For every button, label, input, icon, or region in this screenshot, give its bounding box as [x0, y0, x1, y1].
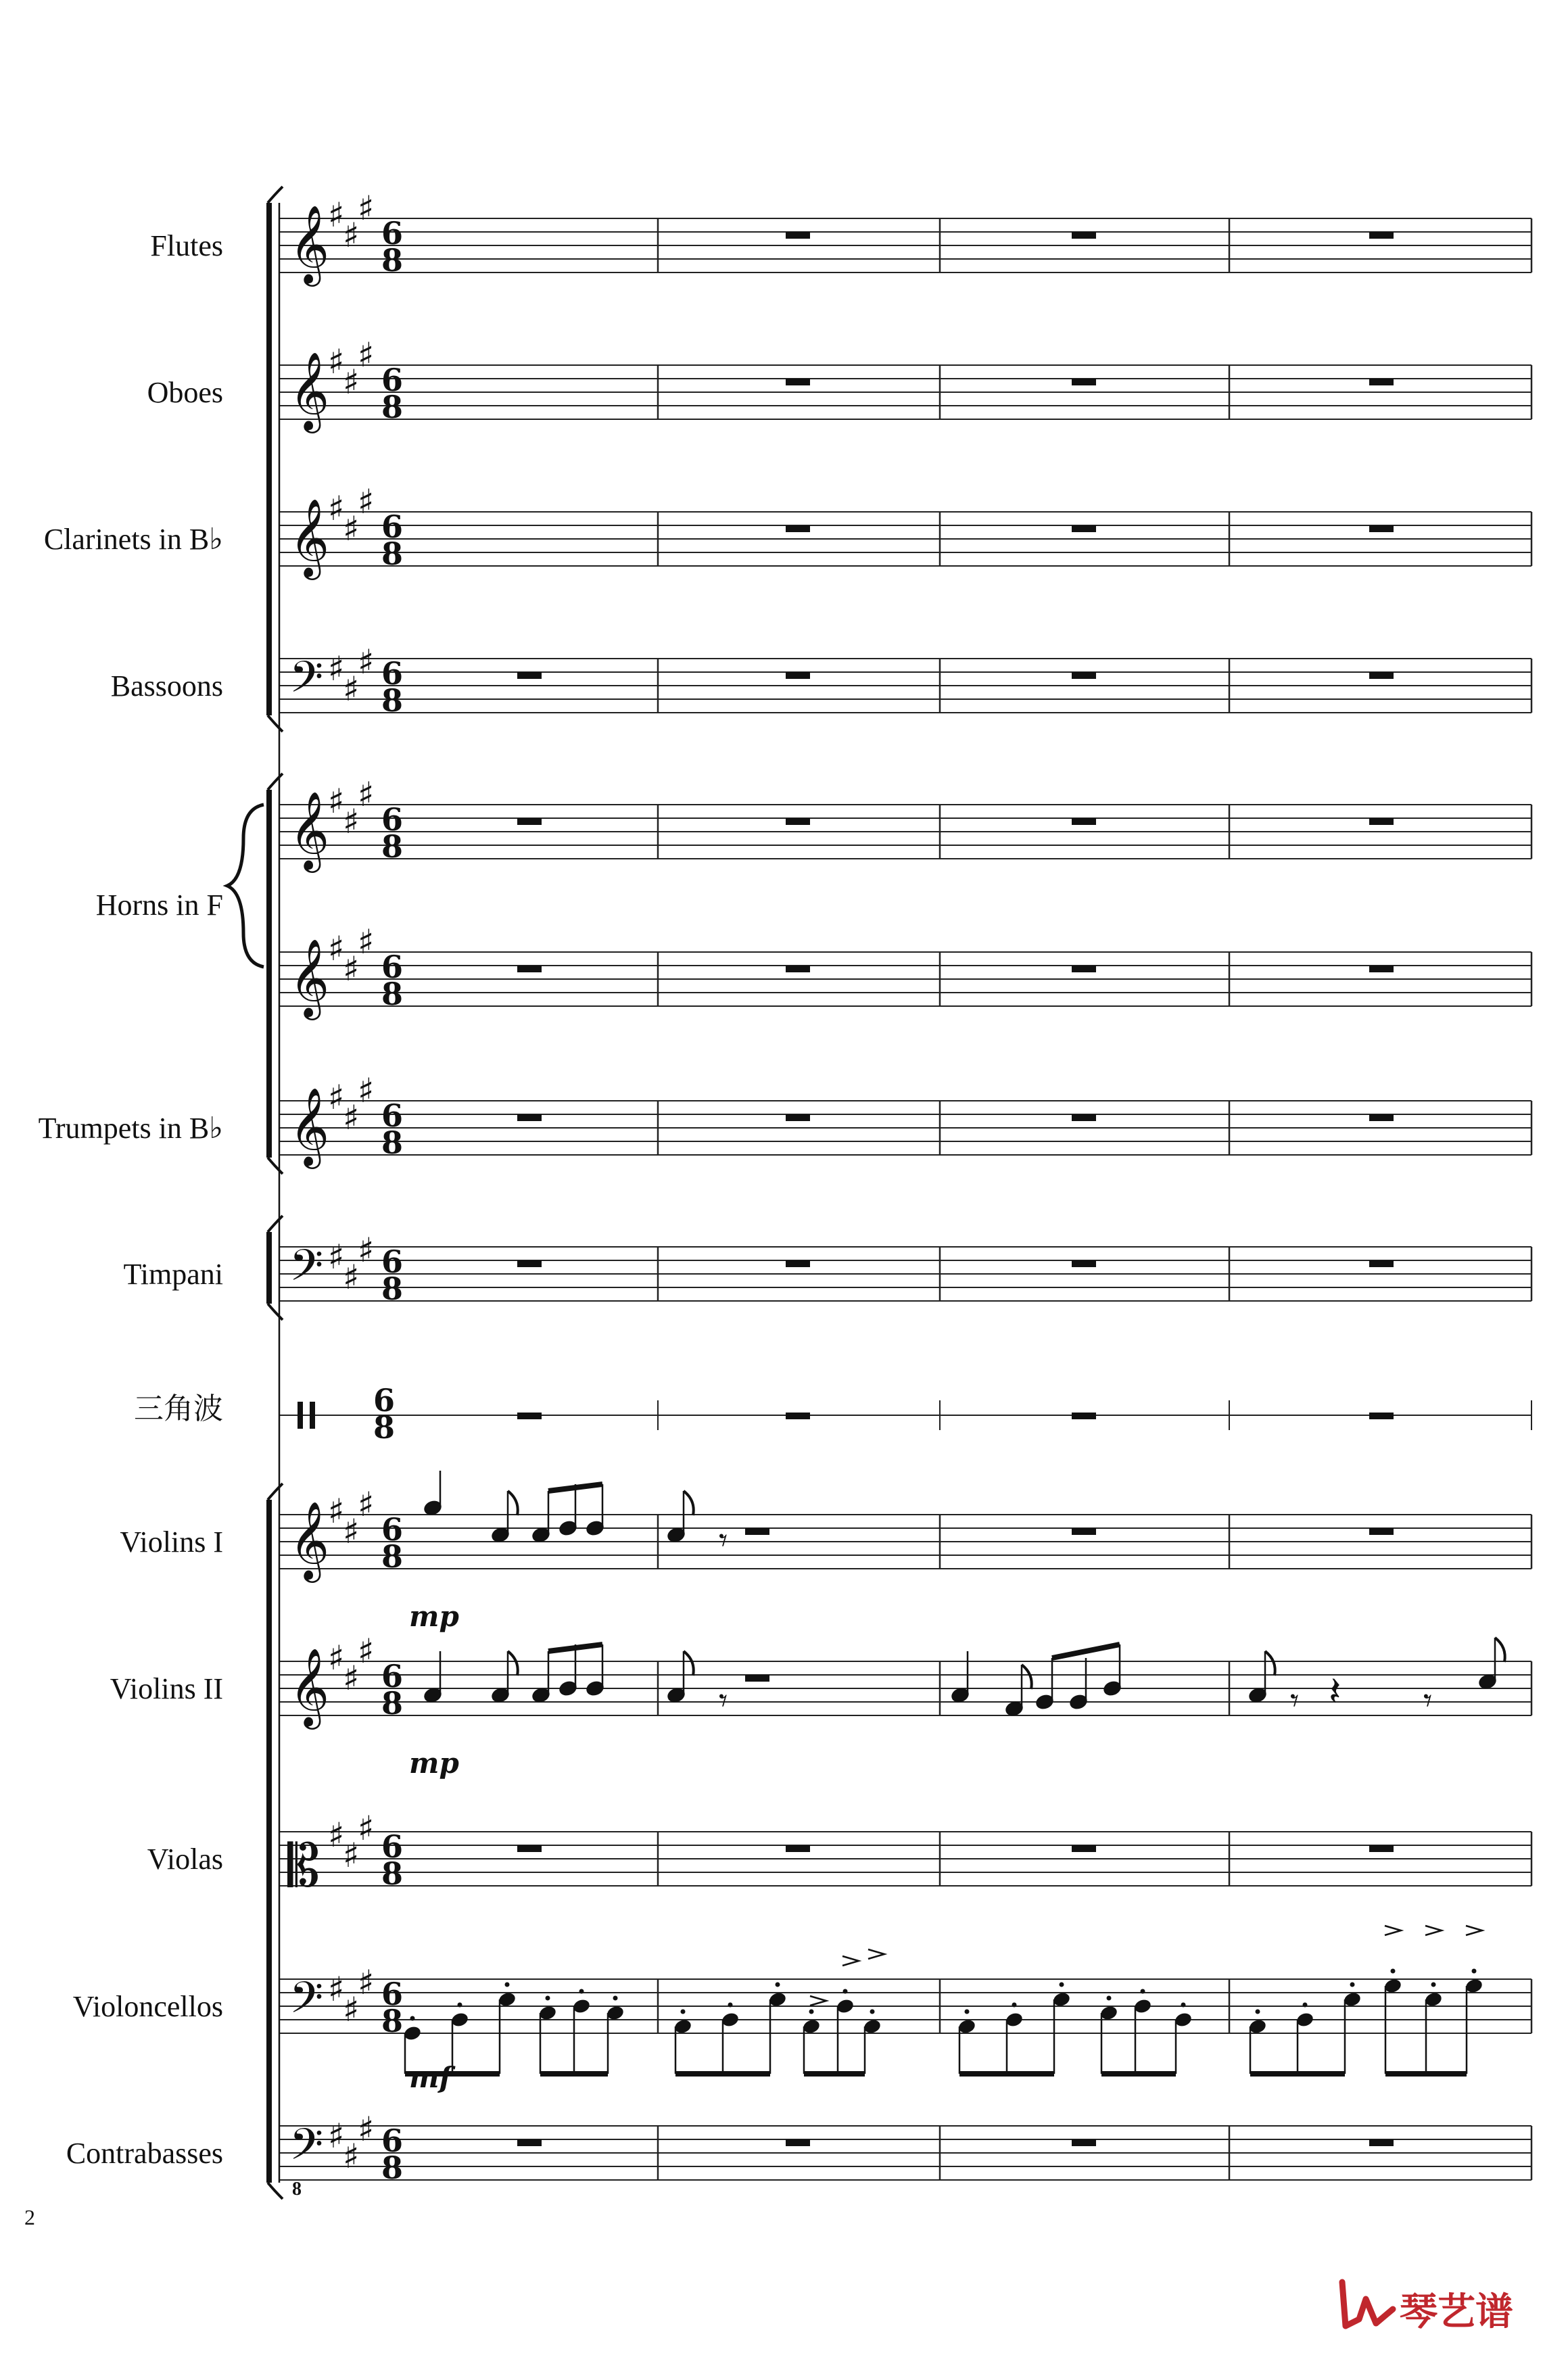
sharp-icon: ♯	[328, 1970, 345, 2009]
bass-clef-icon: 𝄢	[289, 2120, 324, 2181]
brass-bracket-top	[268, 774, 283, 790]
time-sig-denominator: 8	[381, 242, 404, 279]
sharp-icon: ♯	[358, 335, 375, 375]
sharp-icon: ♯	[343, 1836, 360, 1875]
staccato-dot	[809, 2010, 814, 2014]
accent-mark	[868, 1949, 884, 1959]
sharp-icon: ♯	[343, 1990, 360, 2029]
staccato-dot	[1181, 2003, 1186, 2008]
staff-system	[227, 187, 1531, 2199]
strings-bracket-bottom	[268, 2183, 283, 2199]
time-sig-numerator: 6	[373, 1382, 396, 1419]
measure-rest	[786, 966, 810, 972]
sharp-icon: ♯	[343, 949, 360, 989]
instrument-name-flutes: Flutes	[150, 229, 223, 262]
time-sig-numerator: 6	[381, 1243, 404, 1280]
sharp-icon: ♯	[343, 509, 360, 548]
time-sig-denominator: 8	[381, 828, 404, 865]
beam	[1052, 1644, 1120, 1658]
treble-clef-icon: 𝄞	[289, 204, 330, 283]
notes-cellos	[403, 1926, 1484, 2074]
measure-rest	[1369, 232, 1394, 239]
sharp-icon: ♯	[343, 1659, 360, 1698]
staccato-dot	[728, 2003, 733, 2008]
accent-mark	[1466, 1926, 1482, 1935]
sharp-icon: ♯	[343, 1098, 360, 1137]
time-sig-denominator: 8	[381, 536, 404, 572]
measure-rest	[1072, 1528, 1096, 1535]
time-sig-denominator: 8	[381, 1124, 404, 1161]
measure-rest	[517, 1260, 542, 1267]
woodwind-bracket-top	[268, 187, 283, 203]
measure-rest	[1369, 1413, 1394, 1419]
treble-clef-icon: 𝄞	[289, 1087, 330, 1166]
measure-rest	[1072, 672, 1096, 679]
instrument-name-bassoons: Bassoons	[110, 669, 223, 703]
measure-rest	[1369, 1114, 1394, 1121]
staff-violins1	[279, 1485, 1531, 1583]
treble-clef-icon: 𝄞	[289, 790, 330, 870]
measure-rest	[786, 1260, 810, 1267]
measure-rest	[1369, 1845, 1394, 1852]
measure-rest	[786, 1845, 810, 1852]
accent-mark	[842, 1956, 859, 1966]
instrument-name-timpani: Timpani	[123, 1258, 223, 1291]
flag	[1022, 1665, 1032, 1689]
beam	[548, 1484, 602, 1491]
qinyipu-logo-icon	[1342, 2282, 1393, 2326]
staccato-dot	[1391, 1969, 1396, 1974]
time-sig-numerator: 6	[381, 1097, 404, 1134]
staff-triangle	[279, 1382, 1531, 1446]
staccato-dot	[843, 1989, 848, 1994]
sharp-icon: ♯	[343, 802, 360, 841]
sharp-icon: ♯	[343, 669, 360, 709]
alto-clef-icon: 𝄡	[287, 1832, 320, 1900]
time-sig-numerator: 6	[381, 215, 404, 252]
sharp-icon: ♯	[328, 1492, 345, 1531]
measure-rest	[786, 2139, 810, 2146]
time-sig-denominator: 8	[373, 1409, 396, 1446]
staff-bassoons	[279, 642, 1531, 719]
sharp-icon: ♯	[358, 2110, 375, 2149]
measure-rest	[517, 1845, 542, 1852]
staccato-dot	[1107, 1996, 1112, 2001]
staccato-dot	[681, 2010, 686, 2014]
bass-clef-icon: 𝄢	[289, 1973, 324, 2034]
bass-clef-icon: 𝄢	[289, 653, 324, 713]
accent-mark	[1385, 1926, 1401, 1935]
staccato-dot	[1060, 1983, 1064, 1987]
sharp-icon: ♯	[328, 195, 345, 235]
measure-rest	[1369, 525, 1394, 532]
page-number: 2	[24, 2205, 35, 2229]
time-sig-numerator: 6	[381, 1511, 404, 1548]
bass-clef-icon: 𝄢	[289, 1241, 324, 1302]
dynamic-cellos: mf	[409, 2061, 452, 2094]
time-sig-numerator: 6	[381, 1828, 404, 1865]
staccato-dot	[579, 1989, 584, 1994]
time-sig-denominator: 8	[381, 1271, 404, 1307]
eighth-rest-icon: 𝄾	[719, 1521, 728, 1560]
staccato-dot	[1256, 2010, 1260, 2014]
measure-rest	[1072, 1413, 1096, 1419]
staccato-dot	[870, 2010, 875, 2014]
staff-violas	[279, 1809, 1531, 1900]
sharp-icon: ♯	[358, 1632, 375, 1671]
treble-clef-icon: 𝄞	[289, 1647, 330, 1726]
sharp-icon: ♯	[343, 216, 360, 255]
measure-rest	[1369, 1260, 1394, 1267]
treble-clef-icon: 𝄞	[289, 1500, 330, 1580]
flag	[1495, 1638, 1505, 1662]
sharp-icon: ♯	[358, 1485, 375, 1524]
staccato-dot	[1012, 2003, 1017, 2008]
time-sig-denominator: 8	[381, 1855, 404, 1892]
staff-cellos	[279, 1963, 1531, 2039]
treble-clef-icon: 𝄞	[289, 498, 330, 577]
sharp-icon: ♯	[343, 362, 360, 402]
staccato-dot	[458, 2003, 462, 2008]
staccato-dot	[613, 1996, 618, 2001]
measure-rest	[1369, 966, 1394, 972]
flag	[684, 1651, 694, 1676]
measure-rest	[745, 1675, 769, 1682]
eighth-rest-icon: 𝄾	[1290, 1681, 1300, 1720]
staccato-dot	[1350, 1983, 1355, 1987]
measure-rest	[786, 1114, 810, 1121]
measure-rest	[1369, 1528, 1394, 1535]
notes-violins2	[423, 1638, 1505, 1720]
sharp-icon: ♯	[358, 642, 375, 682]
staccato-dot	[546, 1996, 550, 2001]
time-sig-denominator: 8	[381, 1685, 404, 1722]
flag	[508, 1651, 518, 1676]
sharp-icon: ♯	[328, 929, 345, 968]
dynamic-violins2: mp	[409, 1747, 459, 1780]
percussion-clef-icon	[298, 1402, 303, 1429]
time-sig-numerator: 6	[381, 362, 404, 398]
sharp-icon: ♯	[328, 342, 345, 381]
beam	[548, 1644, 602, 1651]
measure-rest	[1072, 1114, 1096, 1121]
staff-violins2	[279, 1632, 1531, 1730]
staccato-dot	[1472, 1969, 1477, 1974]
sharp-icon: ♯	[358, 922, 375, 962]
time-sig-numerator: 6	[381, 949, 404, 985]
accent-mark	[1425, 1926, 1442, 1935]
accent-mark	[810, 1996, 826, 2006]
measure-rest	[786, 232, 810, 239]
sharp-icon: ♯	[343, 1512, 360, 1551]
instrument-name-violins1: Violins I	[120, 1525, 223, 1559]
staff-flutes	[279, 189, 1531, 287]
time-sig-denominator: 8	[381, 682, 404, 719]
staccato-dot	[965, 2010, 970, 2014]
sharp-icon: ♯	[328, 1816, 345, 1855]
staccato-dot	[505, 1983, 510, 1987]
measure-rest	[1072, 2139, 1096, 2146]
watermark-text: 琴艺谱	[1400, 2290, 1513, 2334]
sharp-icon: ♯	[343, 2137, 360, 2176]
time-sig-numerator: 6	[381, 655, 404, 692]
instrument-name-oboes: Oboes	[147, 376, 223, 409]
sharp-icon: ♯	[358, 775, 375, 814]
staff-timpani	[279, 1231, 1531, 1307]
time-sig-denominator: 8	[381, 1538, 404, 1575]
sharp-icon: ♯	[358, 1231, 375, 1270]
eighth-rest-icon: 𝄾	[1423, 1681, 1433, 1720]
measure-rest	[786, 379, 810, 385]
measure-rest	[1072, 966, 1096, 972]
staff-horns-2	[279, 922, 1531, 1020]
sharp-icon: ♯	[328, 489, 345, 528]
sharp-icon: ♯	[358, 1071, 375, 1110]
measure-rest	[786, 818, 810, 825]
sharp-icon: ♯	[358, 189, 375, 228]
staff-trumpets	[279, 1071, 1531, 1169]
staccato-dot	[410, 2016, 415, 2021]
flag	[684, 1491, 694, 1515]
brass-bracket-bottom	[268, 1158, 283, 1174]
time-sig-denominator: 8	[381, 976, 404, 1012]
instrument-name-cellos: Violoncellos	[72, 1990, 223, 2023]
sharp-icon: ♯	[358, 482, 375, 521]
staccato-dot	[776, 1983, 780, 1987]
instrument-name-violins2: Violins II	[110, 1672, 223, 1705]
measure-rest	[517, 1413, 542, 1419]
watermark	[1342, 2282, 1513, 2334]
staccato-dot	[1431, 1983, 1436, 1987]
sharp-icon: ♯	[358, 1809, 375, 1848]
staff-basses	[279, 2110, 1531, 2186]
sharp-icon: ♯	[328, 2116, 345, 2156]
flag	[1265, 1651, 1275, 1676]
treble-clef-icon: 𝄞	[289, 938, 330, 1017]
measure-rest	[1369, 2139, 1394, 2146]
eighth-rest-icon: 𝄾	[719, 1681, 728, 1720]
horns-brace	[227, 805, 264, 967]
measure-rest	[1072, 379, 1096, 385]
staccato-dot	[1141, 1989, 1145, 1994]
time-sig-numerator: 6	[381, 508, 404, 545]
timpani-bracket-bottom	[268, 1304, 283, 1320]
measure-rest	[1072, 1845, 1096, 1852]
measure-rest	[1072, 1260, 1096, 1267]
time-sig-numerator: 6	[381, 2122, 404, 2159]
measure-rest	[1369, 818, 1394, 825]
instrument-name-violas: Violas	[147, 1843, 223, 1876]
time-sig-denominator: 8	[381, 389, 404, 425]
instrument-name-trumpets: Trumpets in B♭	[38, 1112, 223, 1145]
measure-rest	[1072, 232, 1096, 239]
measure-rest	[517, 2139, 542, 2146]
time-sig-numerator: 6	[381, 1976, 404, 2012]
time-sig-numerator: 6	[381, 1658, 404, 1694]
time-sig-denominator: 8	[381, 2003, 404, 2039]
measure-rest	[786, 525, 810, 532]
woodwind-bracket-bottom	[268, 715, 283, 732]
staff-horns-1	[279, 775, 1531, 873]
measure-rest	[745, 1528, 769, 1535]
treble-clef-icon: 𝄞	[289, 351, 330, 430]
measure-rest	[517, 672, 542, 679]
time-sig-numerator: 6	[381, 801, 404, 838]
sharp-icon: ♯	[358, 1963, 375, 2002]
sharp-icon: ♯	[328, 1237, 345, 1277]
measure-rest	[1369, 379, 1394, 385]
measure-rest	[517, 818, 542, 825]
instrument-labels	[39, 229, 223, 2170]
measure-rest	[1072, 525, 1096, 532]
measure-rest	[786, 1413, 810, 1419]
instrument-name-clarinets: Clarinets in B♭	[43, 523, 223, 556]
flag	[508, 1491, 518, 1515]
percussion-clef-icon	[310, 1402, 315, 1429]
measure-rest	[1072, 818, 1096, 825]
measure-rest	[786, 672, 810, 679]
staccato-dot	[1303, 2003, 1308, 2008]
measure-rest	[1369, 672, 1394, 679]
sharp-icon: ♯	[328, 782, 345, 821]
quarter-rest-icon: 𝄽	[1329, 1668, 1341, 1715]
measure-rest	[517, 1114, 542, 1121]
instrument-name-horns: Horns in F	[95, 888, 223, 922]
sharp-icon: ♯	[328, 1638, 345, 1678]
dynamic-violins1: mp	[409, 1600, 459, 1633]
staff-oboes	[279, 335, 1531, 433]
instrument-name-triangle: 三角波	[134, 1392, 223, 1425]
measure-rest	[517, 966, 542, 972]
timpani-bracket-top	[268, 1216, 283, 1232]
sharp-icon: ♯	[328, 649, 345, 688]
instrument-name-basses: Contrabasses	[66, 2137, 223, 2170]
time-sig-denominator: 8	[381, 2150, 404, 2186]
sharp-icon: ♯	[328, 1078, 345, 1117]
staff-clarinets	[279, 482, 1531, 580]
sharp-icon: ♯	[343, 1258, 360, 1297]
measure-number: 8	[292, 2179, 302, 2200]
strings-bracket-top	[268, 1484, 283, 1500]
